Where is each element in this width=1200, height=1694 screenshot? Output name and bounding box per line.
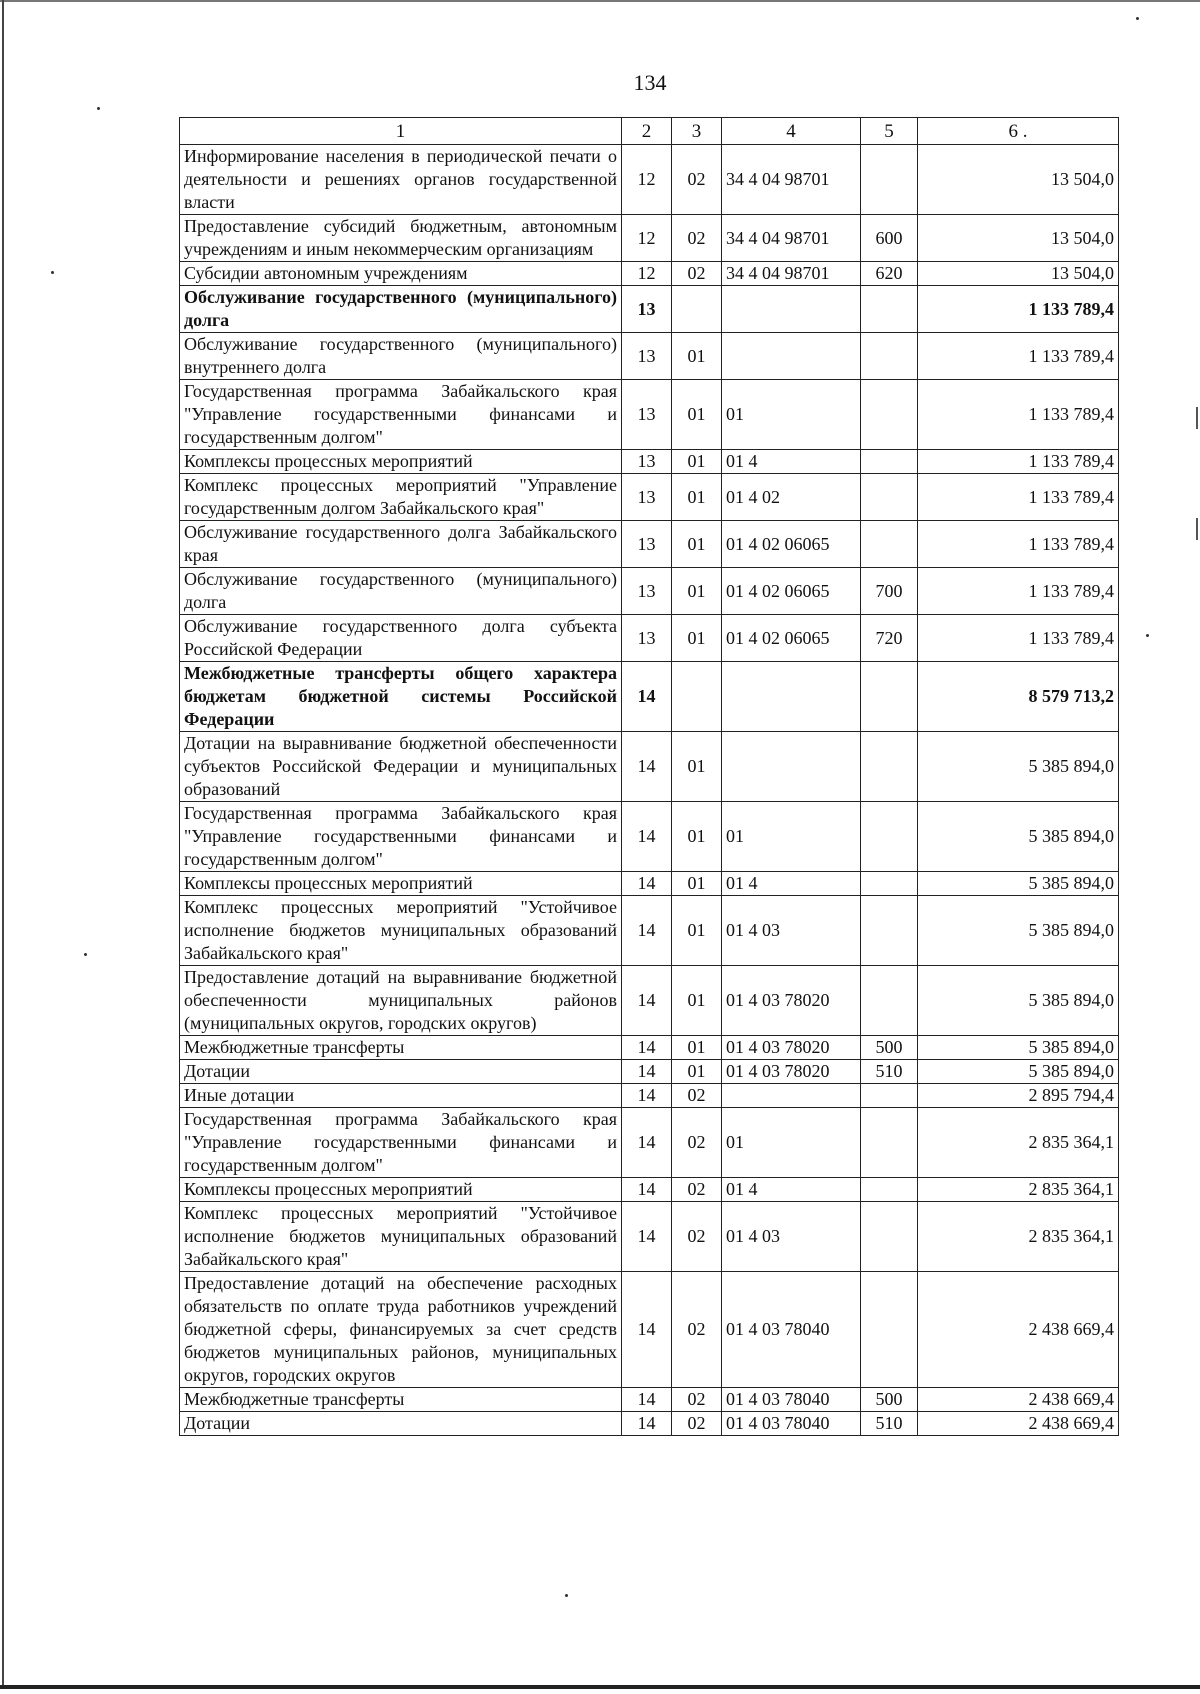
- table-header-row: [180, 118, 1119, 145]
- row-name: Обслуживание государственного (муниципального) долга: [180, 568, 622, 615]
- table-row: [180, 1060, 1119, 1084]
- row-section: 12: [622, 145, 672, 215]
- row-target: 01: [722, 380, 861, 450]
- row-subsection: 02: [672, 145, 722, 215]
- row-kind: [861, 966, 918, 1036]
- scan-bottom-edge: [0, 1685, 1200, 1689]
- row-kind: [861, 732, 918, 802]
- row-subsection: 01: [672, 474, 722, 521]
- row-amount: 1 133 789,4: [918, 521, 1119, 568]
- row-section: 14: [622, 732, 672, 802]
- scan-edge-mark: [1196, 518, 1198, 540]
- table-row: [180, 1178, 1119, 1202]
- row-name: Межбюджетные трансферты общего характера бюджетам бюджетной системы Российской Федерации: [180, 662, 622, 732]
- row-name: Государственная программа Забайкальского края "Управление государственными финансами и государственным долгом": [180, 802, 622, 872]
- row-name: Предоставление дотаций на обеспечение расходных обязательств по оплате труда работников учреждений бюджетной сферы, финансируемых за счет средств бюджетов муниципальных районов, муниципальных округов, городских округов: [180, 1272, 622, 1388]
- row-section: 14: [622, 1084, 672, 1108]
- row-section: 14: [622, 1388, 672, 1412]
- row-amount: 5 385 894,0: [918, 802, 1119, 872]
- table-row: [180, 732, 1119, 802]
- column-header-name: 1: [180, 118, 622, 145]
- row-target: 01 4 02 06065: [722, 521, 861, 568]
- row-subsection: 01: [672, 966, 722, 1036]
- row-section: 14: [622, 872, 672, 896]
- scan-speck: [97, 107, 100, 110]
- table-row: [180, 215, 1119, 262]
- row-target: [722, 732, 861, 802]
- row-amount: 13 504,0: [918, 145, 1119, 215]
- table-row: [180, 802, 1119, 872]
- row-name: Обслуживание государственного долга субъекта Российской Федерации: [180, 615, 622, 662]
- row-kind: 510: [861, 1060, 918, 1084]
- row-section: 14: [622, 1178, 672, 1202]
- row-amount: 2 438 669,4: [918, 1272, 1119, 1388]
- column-header-subsection: 3: [672, 118, 722, 145]
- row-section: 14: [622, 1272, 672, 1388]
- row-amount: 2 835 364,1: [918, 1108, 1119, 1178]
- table-row: [180, 966, 1119, 1036]
- row-subsection: 01: [672, 732, 722, 802]
- table-row: [180, 662, 1119, 732]
- row-section: 14: [622, 1412, 672, 1436]
- row-amount: 2 438 669,4: [918, 1412, 1119, 1436]
- table-row: [180, 145, 1119, 215]
- row-subsection: [672, 662, 722, 732]
- row-kind: 600: [861, 215, 918, 262]
- row-subsection: 02: [672, 1108, 722, 1178]
- row-target: 01 4: [722, 872, 861, 896]
- row-target: [722, 333, 861, 380]
- row-target: [722, 286, 861, 333]
- row-subsection: 01: [672, 450, 722, 474]
- scan-left-edge: [2, 0, 4, 1689]
- row-target: 01 4 03 78040: [722, 1412, 861, 1436]
- row-kind: [861, 1272, 918, 1388]
- row-kind: [861, 1108, 918, 1178]
- row-kind: [861, 1202, 918, 1272]
- row-amount: 5 385 894,0: [918, 1060, 1119, 1084]
- row-name: Комплекс процессных мероприятий "Управление государственным долгом Забайкальского края": [180, 474, 622, 521]
- row-amount: 1 133 789,4: [918, 380, 1119, 450]
- row-kind: 500: [861, 1036, 918, 1060]
- row-target: 34 4 04 98701: [722, 145, 861, 215]
- row-amount: 13 504,0: [918, 215, 1119, 262]
- row-name: Дотации: [180, 1412, 622, 1436]
- row-kind: [861, 333, 918, 380]
- row-amount: 1 133 789,4: [918, 568, 1119, 615]
- row-target: 01 4 03 78040: [722, 1388, 861, 1412]
- row-name: Межбюджетные трансферты: [180, 1036, 622, 1060]
- row-target: 01 4 03 78020: [722, 1036, 861, 1060]
- row-amount: 1 133 789,4: [918, 474, 1119, 521]
- row-amount: 13 504,0: [918, 262, 1119, 286]
- row-kind: 500: [861, 1388, 918, 1412]
- row-subsection: 01: [672, 1036, 722, 1060]
- row-target: 01 4: [722, 1178, 861, 1202]
- row-kind: [861, 474, 918, 521]
- table-row: [180, 1388, 1119, 1412]
- row-target: 01: [722, 802, 861, 872]
- row-amount: 2 835 364,1: [918, 1178, 1119, 1202]
- row-section: 14: [622, 966, 672, 1036]
- scan-top-edge: [0, 0, 1200, 2]
- row-subsection: [672, 286, 722, 333]
- row-subsection: 02: [672, 215, 722, 262]
- row-section: 13: [622, 568, 672, 615]
- table-row: [180, 1272, 1119, 1388]
- table-row: [180, 896, 1119, 966]
- row-name: Комплекс процессных мероприятий "Устойчивое исполнение бюджетов муниципальных образований Забайкальского края": [180, 896, 622, 966]
- row-kind: [861, 286, 918, 333]
- row-kind: 700: [861, 568, 918, 615]
- row-kind: [861, 1178, 918, 1202]
- row-subsection: 02: [672, 1412, 722, 1436]
- scan-speck: [565, 1594, 568, 1597]
- table-row: [180, 474, 1119, 521]
- row-section: 14: [622, 1108, 672, 1178]
- table-row: [180, 333, 1119, 380]
- row-section: 13: [622, 450, 672, 474]
- scan-speck: [51, 271, 54, 274]
- table-row: [180, 568, 1119, 615]
- row-name: Комплексы процессных мероприятий: [180, 1178, 622, 1202]
- row-amount: 5 385 894,0: [918, 1036, 1119, 1060]
- row-amount: 1 133 789,4: [918, 333, 1119, 380]
- row-amount: 2 438 669,4: [918, 1388, 1119, 1412]
- row-amount: 2 835 364,1: [918, 1202, 1119, 1272]
- table-row: [180, 450, 1119, 474]
- row-section: 14: [622, 662, 672, 732]
- table-row: [180, 615, 1119, 662]
- row-section: 14: [622, 896, 672, 966]
- row-target: 34 4 04 98701: [722, 215, 861, 262]
- table-row: [180, 1412, 1119, 1436]
- row-section: 13: [622, 333, 672, 380]
- row-kind: [861, 802, 918, 872]
- row-name: Государственная программа Забайкальского края "Управление государственными финансами и государственным долгом": [180, 380, 622, 450]
- row-subsection: 01: [672, 872, 722, 896]
- row-kind: 620: [861, 262, 918, 286]
- row-subsection: 02: [672, 262, 722, 286]
- row-amount: 1 133 789,4: [918, 615, 1119, 662]
- row-amount: 2 895 794,4: [918, 1084, 1119, 1108]
- row-amount: 8 579 713,2: [918, 662, 1119, 732]
- row-subsection: 01: [672, 380, 722, 450]
- row-section: 13: [622, 474, 672, 521]
- row-target: 01 4: [722, 450, 861, 474]
- table-row: [180, 286, 1119, 333]
- row-subsection: 01: [672, 802, 722, 872]
- row-subsection: 02: [672, 1178, 722, 1202]
- row-target: [722, 1084, 861, 1108]
- row-kind: [861, 896, 918, 966]
- row-target: 01 4 02: [722, 474, 861, 521]
- row-section: 12: [622, 215, 672, 262]
- table-row: [180, 1202, 1119, 1272]
- row-name: Обслуживание государственного (муниципального) долга: [180, 286, 622, 333]
- row-amount: 5 385 894,0: [918, 896, 1119, 966]
- row-subsection: 01: [672, 1060, 722, 1084]
- row-name: Обслуживание государственного (муниципального) внутреннего долга: [180, 333, 622, 380]
- table-row: [180, 1036, 1119, 1060]
- row-kind: [861, 1084, 918, 1108]
- row-name: Предоставление субсидий бюджетным, автономным учреждениям и иным некоммерческим организациям: [180, 215, 622, 262]
- scan-speck: [1136, 17, 1139, 20]
- row-name: Информирование населения в периодической печати о деятельности и решениях органов государственной власти: [180, 145, 622, 215]
- row-kind: 720: [861, 615, 918, 662]
- row-section: 13: [622, 286, 672, 333]
- row-target: 01 4 03 78040: [722, 1272, 861, 1388]
- row-section: 13: [622, 380, 672, 450]
- column-header-target: 4: [722, 118, 861, 145]
- row-subsection: 02: [672, 1202, 722, 1272]
- scan-speck: [1146, 634, 1149, 637]
- column-header-kind: 5: [861, 118, 918, 145]
- table-row: [180, 262, 1119, 286]
- column-header-section: 2: [622, 118, 672, 145]
- table-row: [180, 521, 1119, 568]
- row-target: 01: [722, 1108, 861, 1178]
- scan-speck: [84, 953, 87, 956]
- table-body: [180, 145, 1119, 1436]
- row-amount: 5 385 894,0: [918, 872, 1119, 896]
- row-amount: 1 133 789,4: [918, 286, 1119, 333]
- row-subsection: 02: [672, 1272, 722, 1388]
- row-target: 01 4 02 06065: [722, 615, 861, 662]
- row-section: 14: [622, 802, 672, 872]
- row-name: Дотации: [180, 1060, 622, 1084]
- row-name: Иные дотации: [180, 1084, 622, 1108]
- column-header-amount: 6 .: [918, 118, 1119, 145]
- row-section: 14: [622, 1036, 672, 1060]
- row-section: 13: [622, 615, 672, 662]
- row-section: 12: [622, 262, 672, 286]
- row-subsection: 01: [672, 521, 722, 568]
- table-row: [180, 1084, 1119, 1108]
- row-section: 14: [622, 1060, 672, 1084]
- row-name: Дотации на выравнивание бюджетной обеспеченности субъектов Российской Федерации и муниципальных образований: [180, 732, 622, 802]
- row-name: Комплекс процессных мероприятий "Устойчивое исполнение бюджетов муниципальных образований Забайкальского края": [180, 1202, 622, 1272]
- row-name: Субсидии автономным учреждениям: [180, 262, 622, 286]
- budget-table: [179, 117, 1119, 1436]
- row-kind: 510: [861, 1412, 918, 1436]
- row-target: 01 4 03 78020: [722, 966, 861, 1036]
- row-amount: 5 385 894,0: [918, 966, 1119, 1036]
- row-target: 01 4 03 78020: [722, 1060, 861, 1084]
- row-kind: [861, 872, 918, 896]
- row-target: 01 4 03: [722, 1202, 861, 1272]
- row-target: [722, 662, 861, 732]
- table-row: [180, 380, 1119, 450]
- row-subsection: 01: [672, 615, 722, 662]
- row-amount: 5 385 894,0: [918, 732, 1119, 802]
- page-number: 134: [633, 70, 667, 95]
- row-kind: [861, 450, 918, 474]
- row-name: Комплексы процессных мероприятий: [180, 872, 622, 896]
- row-subsection: 01: [672, 568, 722, 615]
- row-section: 14: [622, 1202, 672, 1272]
- scan-edge-mark: [1196, 407, 1198, 429]
- row-subsection: 02: [672, 1388, 722, 1412]
- row-target: 01 4 03: [722, 896, 861, 966]
- row-kind: [861, 521, 918, 568]
- row-subsection: 01: [672, 333, 722, 380]
- row-section: 13: [622, 521, 672, 568]
- row-name: Государственная программа Забайкальского края "Управление государственными финансами и государственным долгом": [180, 1108, 622, 1178]
- row-subsection: 01: [672, 896, 722, 966]
- row-name: Межбюджетные трансферты: [180, 1388, 622, 1412]
- row-name: Обслуживание государственного долга Забайкальского края: [180, 521, 622, 568]
- row-subsection: 02: [672, 1084, 722, 1108]
- row-kind: [861, 662, 918, 732]
- row-target: 34 4 04 98701: [722, 262, 861, 286]
- row-kind: [861, 380, 918, 450]
- row-kind: [861, 145, 918, 215]
- row-name: Предоставление дотаций на выравнивание бюджетной обеспеченности муниципальных районов (муниципальных округов, городских округов): [180, 966, 622, 1036]
- table-row: [180, 1108, 1119, 1178]
- row-name: Комплексы процессных мероприятий: [180, 450, 622, 474]
- row-amount: 1 133 789,4: [918, 450, 1119, 474]
- table-row: [180, 872, 1119, 896]
- row-target: 01 4 02 06065: [722, 568, 861, 615]
